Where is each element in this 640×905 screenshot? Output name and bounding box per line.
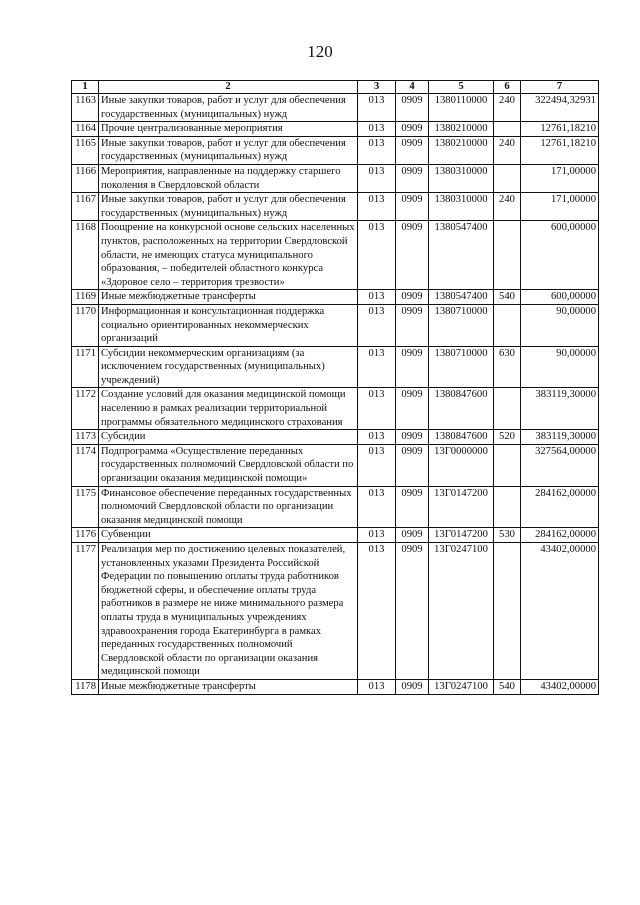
ministry-code: 013 xyxy=(358,543,396,680)
expense-type-code: 240 xyxy=(494,94,521,122)
row-name: Информационная и консультационная поддержка социально ориентированных некоммерческих организаций xyxy=(99,304,358,346)
section-code: 0909 xyxy=(396,304,429,346)
row-number: 1173 xyxy=(72,430,99,445)
section-code: 0909 xyxy=(396,528,429,543)
ministry-code: 013 xyxy=(358,346,396,388)
target-article-code: 1380847600 xyxy=(429,388,494,430)
table-row xyxy=(72,679,599,694)
row-name: Иные закупки товаров, работ и услуг для обеспечения государственных (муниципальных) нужд xyxy=(99,193,358,221)
amount: 383119,30000 xyxy=(521,388,599,430)
ministry-code: 013 xyxy=(358,444,396,486)
amount: 327564,00000 xyxy=(521,444,599,486)
col-header: 4 xyxy=(396,81,429,94)
ministry-code: 013 xyxy=(358,221,396,290)
header-row xyxy=(72,81,599,94)
row-number: 1176 xyxy=(72,528,99,543)
row-name: Создание условий для оказания медицинской помощи населению в рамках реализации территориальной программы обязательного медицинского страхования xyxy=(99,388,358,430)
row-name: Финансовое обеспечение переданных государственных полномочий Свердловской области по организации оказания медицинской помощи xyxy=(99,486,358,528)
amount: 12761,18210 xyxy=(521,122,599,137)
col-header: 2 xyxy=(99,81,358,94)
row-name: Подпрограмма «Осуществление переданных государственных полномочий Свердловской области по организации оказания медицинской помощи» xyxy=(99,444,358,486)
col-header: 7 xyxy=(521,81,599,94)
row-name: Иные закупки товаров, работ и услуг для обеспечения государственных (муниципальных) нужд xyxy=(99,94,358,122)
expense-type-code xyxy=(494,444,521,486)
row-number: 1167 xyxy=(72,193,99,221)
section-code: 0909 xyxy=(396,193,429,221)
expense-type-code: 540 xyxy=(494,679,521,694)
expense-type-code: 240 xyxy=(494,136,521,164)
table-row xyxy=(72,136,599,164)
section-code: 0909 xyxy=(396,221,429,290)
col-header: 1 xyxy=(72,81,99,94)
row-number: 1172 xyxy=(72,388,99,430)
row-number: 1169 xyxy=(72,290,99,305)
table-row xyxy=(72,430,599,445)
row-name: Субсидии некоммерческим организациям (за исключением государственных (муниципальных) учреждений) xyxy=(99,346,358,388)
row-name: Мероприятия, направленные на поддержку старшего поколения в Свердловской области xyxy=(99,164,358,192)
amount: 90,00000 xyxy=(521,346,599,388)
table-row xyxy=(72,94,599,122)
target-article-code: 13Г0147200 xyxy=(429,528,494,543)
section-code: 0909 xyxy=(396,430,429,445)
ministry-code: 013 xyxy=(358,164,396,192)
section-code: 0909 xyxy=(396,136,429,164)
row-name: Реализация мер по достижению целевых показателей, установленных указами Президента Российской Федерации по повышению оплаты труда работников бюджетной сферы, и обеспечение оплаты труда работников в размере не ниже минимального размера оплаты труда в муниципальных учреждениях здравоохранения города Екатеринбурга в рамках переданных государственных полномочий Свердловской области по организации оказания медицинской помощи xyxy=(99,543,358,680)
target-article-code: 1380547400 xyxy=(429,290,494,305)
amount: 90,00000 xyxy=(521,304,599,346)
target-article-code: 13Г0000000 xyxy=(429,444,494,486)
target-article-code: 13Г0247100 xyxy=(429,543,494,680)
row-name: Прочие централизованные мероприятия xyxy=(99,122,358,137)
ministry-code: 013 xyxy=(358,136,396,164)
expense-type-code xyxy=(494,221,521,290)
col-header: 3 xyxy=(358,81,396,94)
page-number: 120 xyxy=(307,42,333,61)
expense-type-code xyxy=(494,164,521,192)
row-name: Субсидии xyxy=(99,430,358,445)
target-article-code: 1380210000 xyxy=(429,122,494,137)
col-header: 5 xyxy=(429,81,494,94)
row-number: 1164 xyxy=(72,122,99,137)
col-header: 6 xyxy=(494,81,521,94)
section-code: 0909 xyxy=(396,122,429,137)
row-name: Поощрение на конкурсной основе сельских населенных пунктов, расположенных на территории Свердловской области, не имеющих статуса муниципального образования, – победителей областного конкурса «Здоровое село – территория трезвости» xyxy=(99,221,358,290)
table-row xyxy=(72,193,599,221)
target-article-code: 1380547400 xyxy=(429,221,494,290)
expense-type-code xyxy=(494,486,521,528)
row-number: 1163 xyxy=(72,94,99,122)
row-number: 1174 xyxy=(72,444,99,486)
budget-table xyxy=(71,80,599,695)
target-article-code: 1380847600 xyxy=(429,430,494,445)
table-row xyxy=(72,346,599,388)
expense-type-code: 520 xyxy=(494,430,521,445)
table-row xyxy=(72,486,599,528)
table-row xyxy=(72,164,599,192)
section-code: 0909 xyxy=(396,444,429,486)
expense-type-code xyxy=(494,388,521,430)
expense-type-code: 630 xyxy=(494,346,521,388)
row-number: 1168 xyxy=(72,221,99,290)
table-row xyxy=(72,444,599,486)
row-number: 1178 xyxy=(72,679,99,694)
table-row xyxy=(72,304,599,346)
table-row xyxy=(72,290,599,305)
amount: 600,00000 xyxy=(521,290,599,305)
amount: 383119,30000 xyxy=(521,430,599,445)
ministry-code: 013 xyxy=(358,304,396,346)
table-row xyxy=(72,528,599,543)
amount: 43402,00000 xyxy=(521,543,599,680)
row-name: Иные межбюджетные трансферты xyxy=(99,679,358,694)
target-article-code: 1380710000 xyxy=(429,346,494,388)
ministry-code: 013 xyxy=(358,430,396,445)
section-code: 0909 xyxy=(396,164,429,192)
row-number: 1171 xyxy=(72,346,99,388)
target-article-code: 1380210000 xyxy=(429,136,494,164)
row-name: Субвенции xyxy=(99,528,358,543)
row-number: 1165 xyxy=(72,136,99,164)
table-row xyxy=(72,122,599,137)
expense-type-code: 540 xyxy=(494,290,521,305)
target-article-code: 1380710000 xyxy=(429,304,494,346)
section-code: 0909 xyxy=(396,290,429,305)
ministry-code: 013 xyxy=(358,486,396,528)
row-name: Иные межбюджетные трансферты xyxy=(99,290,358,305)
row-name: Иные закупки товаров, работ и услуг для обеспечения государственных (муниципальных) нужд xyxy=(99,136,358,164)
ministry-code: 013 xyxy=(358,388,396,430)
amount: 284162,00000 xyxy=(521,528,599,543)
amount: 43402,00000 xyxy=(521,679,599,694)
ministry-code: 013 xyxy=(358,528,396,543)
amount: 284162,00000 xyxy=(521,486,599,528)
row-number: 1170 xyxy=(72,304,99,346)
row-number: 1175 xyxy=(72,486,99,528)
expense-type-code xyxy=(494,304,521,346)
expense-type-code: 530 xyxy=(494,528,521,543)
section-code: 0909 xyxy=(396,346,429,388)
table-row xyxy=(72,388,599,430)
section-code: 0909 xyxy=(396,486,429,528)
section-code: 0909 xyxy=(396,679,429,694)
target-article-code: 13Г0247100 xyxy=(429,679,494,694)
target-article-code: 1380310000 xyxy=(429,193,494,221)
expense-type-code xyxy=(494,122,521,137)
ministry-code: 013 xyxy=(358,122,396,137)
ministry-code: 013 xyxy=(358,94,396,122)
target-article-code: 1380110000 xyxy=(429,94,494,122)
row-number: 1177 xyxy=(72,543,99,680)
amount: 600,00000 xyxy=(521,221,599,290)
section-code: 0909 xyxy=(396,388,429,430)
ministry-code: 013 xyxy=(358,193,396,221)
section-code: 0909 xyxy=(396,94,429,122)
table-row xyxy=(72,221,599,290)
ministry-code: 013 xyxy=(358,290,396,305)
amount: 12761,18210 xyxy=(521,136,599,164)
amount: 171,00000 xyxy=(521,164,599,192)
section-code: 0909 xyxy=(396,543,429,680)
amount: 171,00000 xyxy=(521,193,599,221)
target-article-code: 13Г0147200 xyxy=(429,486,494,528)
row-number: 1166 xyxy=(72,164,99,192)
amount: 322494,32931 xyxy=(521,94,599,122)
ministry-code: 013 xyxy=(358,679,396,694)
expense-type-code: 240 xyxy=(494,193,521,221)
target-article-code: 1380310000 xyxy=(429,164,494,192)
expense-type-code xyxy=(494,543,521,680)
table-row xyxy=(72,543,599,680)
